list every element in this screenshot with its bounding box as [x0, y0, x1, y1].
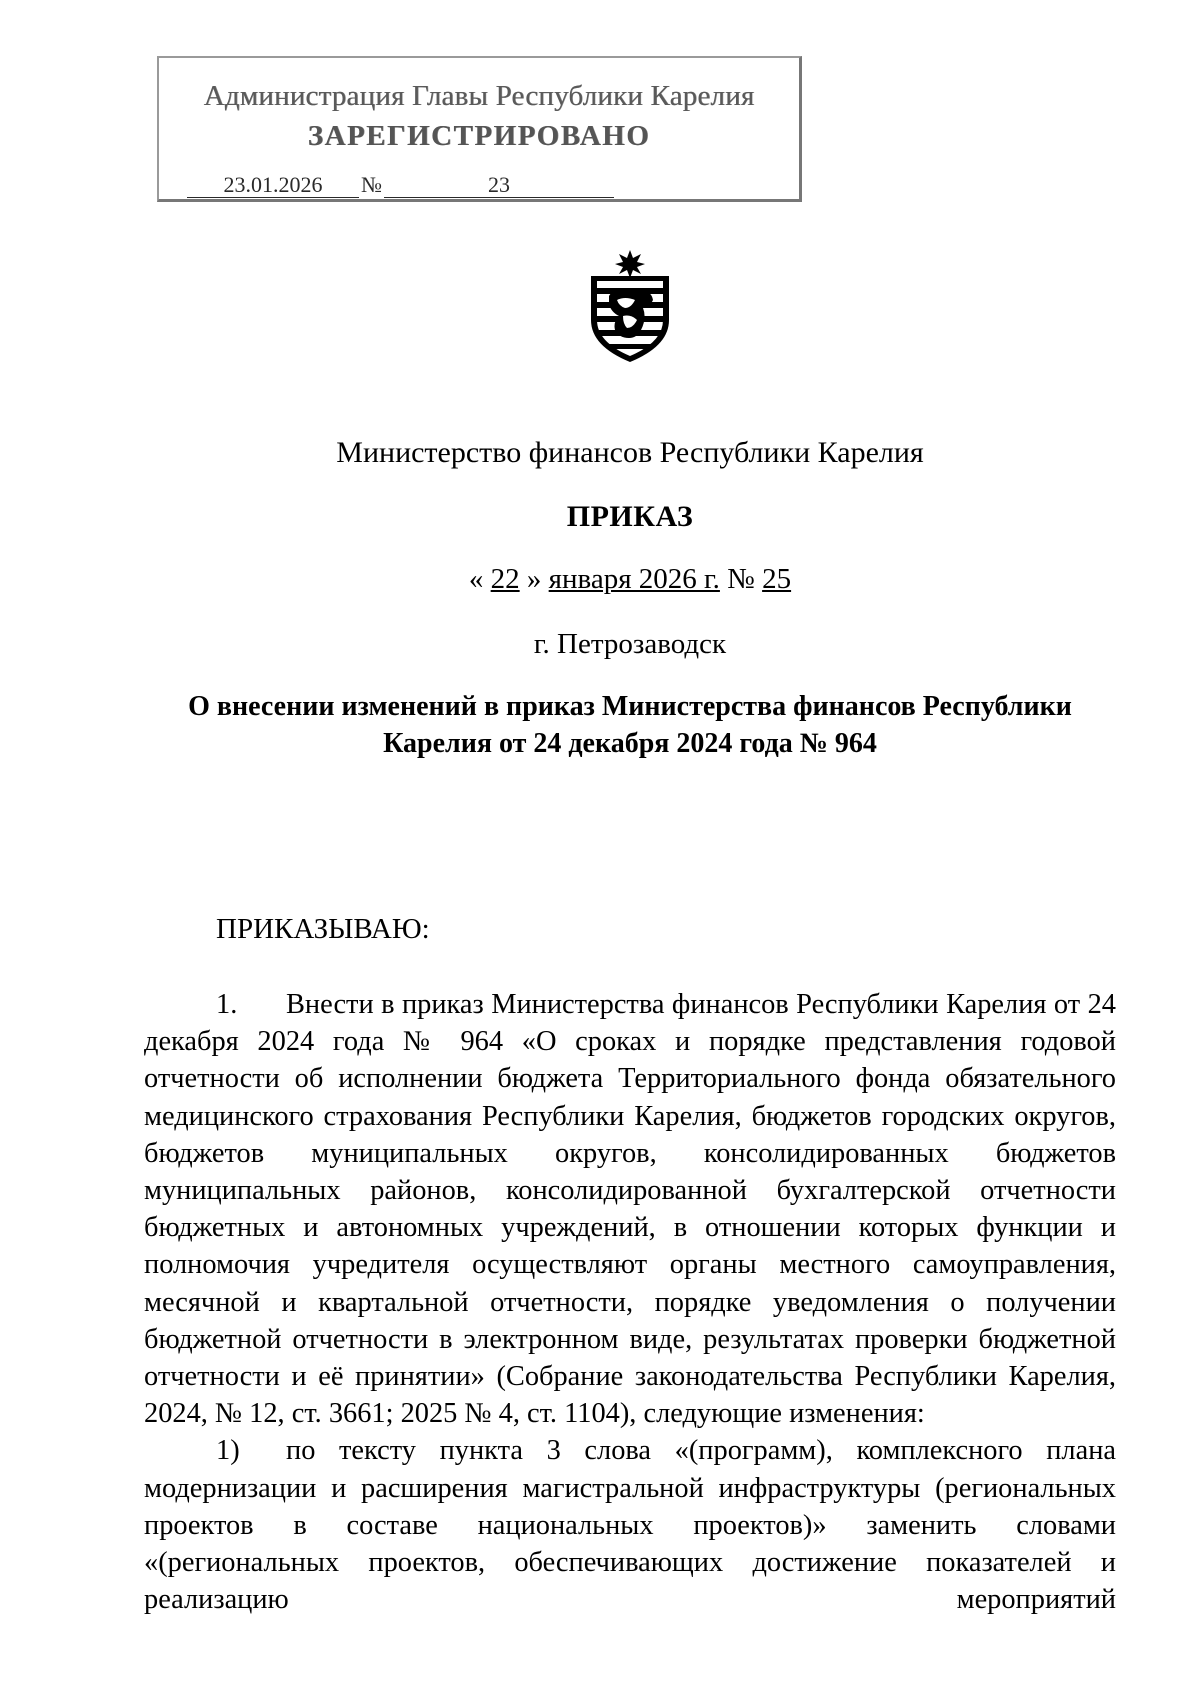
stamp-number-sign: №	[361, 172, 382, 197]
subitem-1-number: 1)	[216, 1435, 240, 1467]
document-body	[144, 986, 1116, 1618]
subitem-1-text: по тексту пункта 3 слова «(программ), комплексного плана модернизации и расширения магистральной инфраструктуры (региональных проектов в составе национальных проектов)» заменить словами «(региональных проектов, обеспечивающих достижение показателей и реализацию мероприятий	[144, 1435, 1116, 1616]
city: г. Петрозаводск	[533, 628, 727, 660]
order-number: 25	[762, 563, 792, 595]
registration-stamp	[157, 56, 802, 202]
subject-line-2: Карелия от 24 декабря 2024 года № 964	[383, 728, 877, 759]
document-type: ПРИКАЗ	[566, 500, 694, 533]
item-1	[144, 986, 1116, 1432]
date-month-year: января 2026 г.	[548, 563, 720, 595]
subitem-1	[144, 1432, 1116, 1618]
stamp-registration-line	[187, 172, 614, 198]
ministry-name: Министерство финансов Республики Карелия	[336, 436, 924, 469]
stamp-status: ЗАРЕГИСТРИРОВАНО	[307, 120, 651, 152]
order-word: ПРИКАЗЫВАЮ:	[216, 913, 430, 945]
item-1-number: 1.	[216, 989, 238, 1020]
item-1-text: Внести в приказ Министерства финансов Республики Карелия от 24 декабря 2024 года № 964 «О сроках и порядке представления годовой отчетности об исполнении бюджета Территориального фонда обязательного медицинского страхования Республики Карелия, бюджетов городских округов, бюджетов муниципальных округов, консолидированных бюджетов муниципальных районов, консолидированной бухгалтерской отчетности бюджетных и автономных учреждений, в отношении которых функции и полномочия учредителя осуществляют органы местного самоуправления, месячной и квартальной отчетности, порядке уведомления о получении бюджетной отчетности в электронном виде, результатах проверки бюджетной отчетности и её принятии» (Собрание законодательства Республики Карелия, 2024, № 12, ст. 3661; 2025 № 4, ст. 1104), следующие изменения:	[144, 989, 1116, 1430]
stamp-number: 23	[384, 173, 614, 198]
stamp-organization: Администрация Главы Республики Карелия	[203, 80, 755, 112]
date-open-quote: «	[468, 563, 484, 595]
stamp-date: 23.01.2026	[187, 173, 359, 198]
date-day: 22	[490, 563, 520, 595]
coat-of-arms-icon	[585, 250, 675, 364]
subject-line-1: О внесении изменений в приказ Министерства финансов Республики	[188, 691, 1072, 722]
order-number-sign: №	[727, 563, 755, 595]
date-close-quote: »	[526, 563, 542, 595]
order-date-line	[0, 563, 1200, 596]
order-subject	[150, 688, 1110, 762]
